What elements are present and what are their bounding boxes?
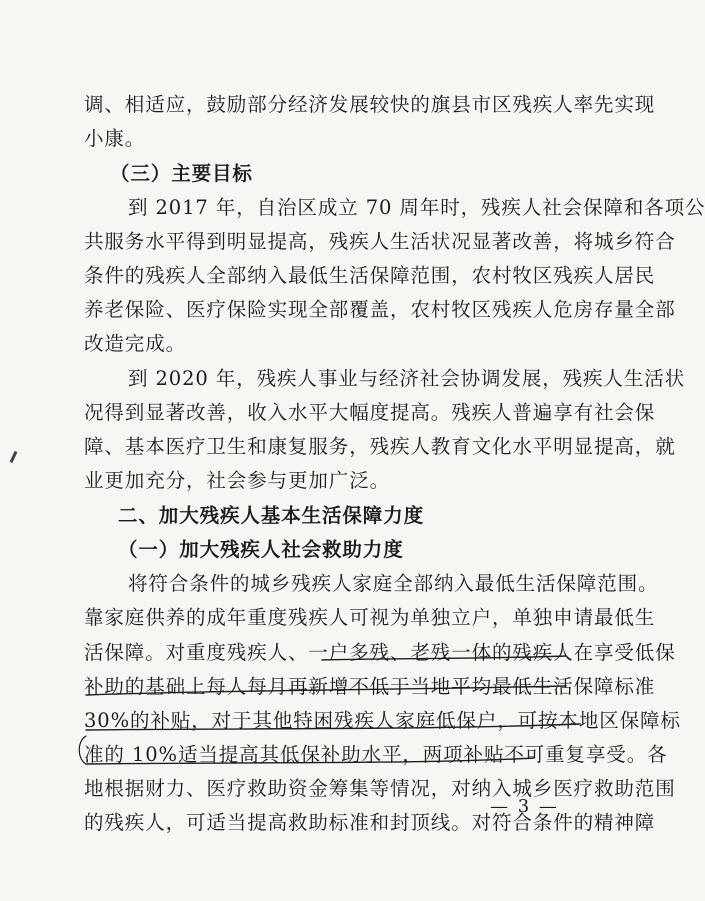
- bracket-stroke: [79, 736, 86, 764]
- section-heading-social-assistance: （一）加大残疾人社会救助力度: [118, 538, 404, 561]
- underline-stroke-2: [86, 686, 566, 695]
- text-line-7: 养老保险、医疗保险实现全部覆盖，农村牧区残疾人危房存量全部: [84, 298, 676, 321]
- text-line-20: 准的 10%适当提高其低保补助水平，两项补贴不可重复享受。各: [84, 743, 668, 766]
- text-line-17: 活保障。对重度残疾人、一户多残、老残一体的残疾人在享受低保: [84, 641, 676, 664]
- text-line-21: 地根据财力、医疗救助资金筹集等情况，对纳入城乡医疗救助范围: [84, 777, 676, 800]
- text-line-15: 将符合条件的城乡残疾人家庭全部纳入最低生活保障范围。: [128, 572, 659, 595]
- text-line-22: 的残疾人，可适当提高救助标准和封顶线。对符合条件的精神障: [84, 811, 656, 834]
- text-line-5: 共服务水平得到明显提高，残疾人生活状况显著改善，将城乡符合: [84, 230, 676, 253]
- text-line-18: 补助的基础上每人每月再新增不低于当地平均最低生活保障标准: [84, 675, 656, 698]
- text-line-1: 调、相适应，鼓励部分经济发展较快的旗县市区残疾人率先实现: [84, 93, 656, 116]
- text-line-16: 靠家庭供养的成年重度残疾人可视为单独立户，单独申请最低生: [84, 606, 656, 629]
- text-line-19: 30%的补贴，对于其他特困残疾人家庭低保户，可按本地区保障标: [84, 709, 681, 732]
- text-line-4: 到 2017 年，自治区成立 70 周年时，残疾人社会保障和各项公: [128, 196, 705, 219]
- text-line-11: 障、基本医疗卫生和康复服务，残疾人教育文化水平明显提高，就: [84, 435, 676, 458]
- text-line-10: 况得到显著改善，收入水平大幅度提高。残疾人普遍享有社会保: [84, 401, 656, 424]
- text-line-6: 条件的残疾人全部纳入最低生活保障范围，农村牧区残疾人居民: [84, 264, 656, 287]
- underline-stroke-3: [86, 724, 580, 730]
- text-line-8: 改造完成。: [84, 332, 187, 355]
- section-heading-main-goals: （三）主要目标: [110, 162, 253, 185]
- text-line-9: 到 2020 年，残疾人事业与经济社会协调发展，残疾人生活状: [128, 367, 686, 390]
- text-line-2: 小康。: [84, 127, 146, 150]
- page-number: — 3 —: [490, 796, 559, 817]
- chapter-heading-basic-living: 二、加大残疾人基本生活保障力度: [118, 504, 425, 527]
- text-line-12: 业更加充分，社会参与更加广泛。: [84, 469, 391, 492]
- underline-stroke-4: [86, 758, 534, 764]
- underline-stroke-1: [322, 656, 566, 660]
